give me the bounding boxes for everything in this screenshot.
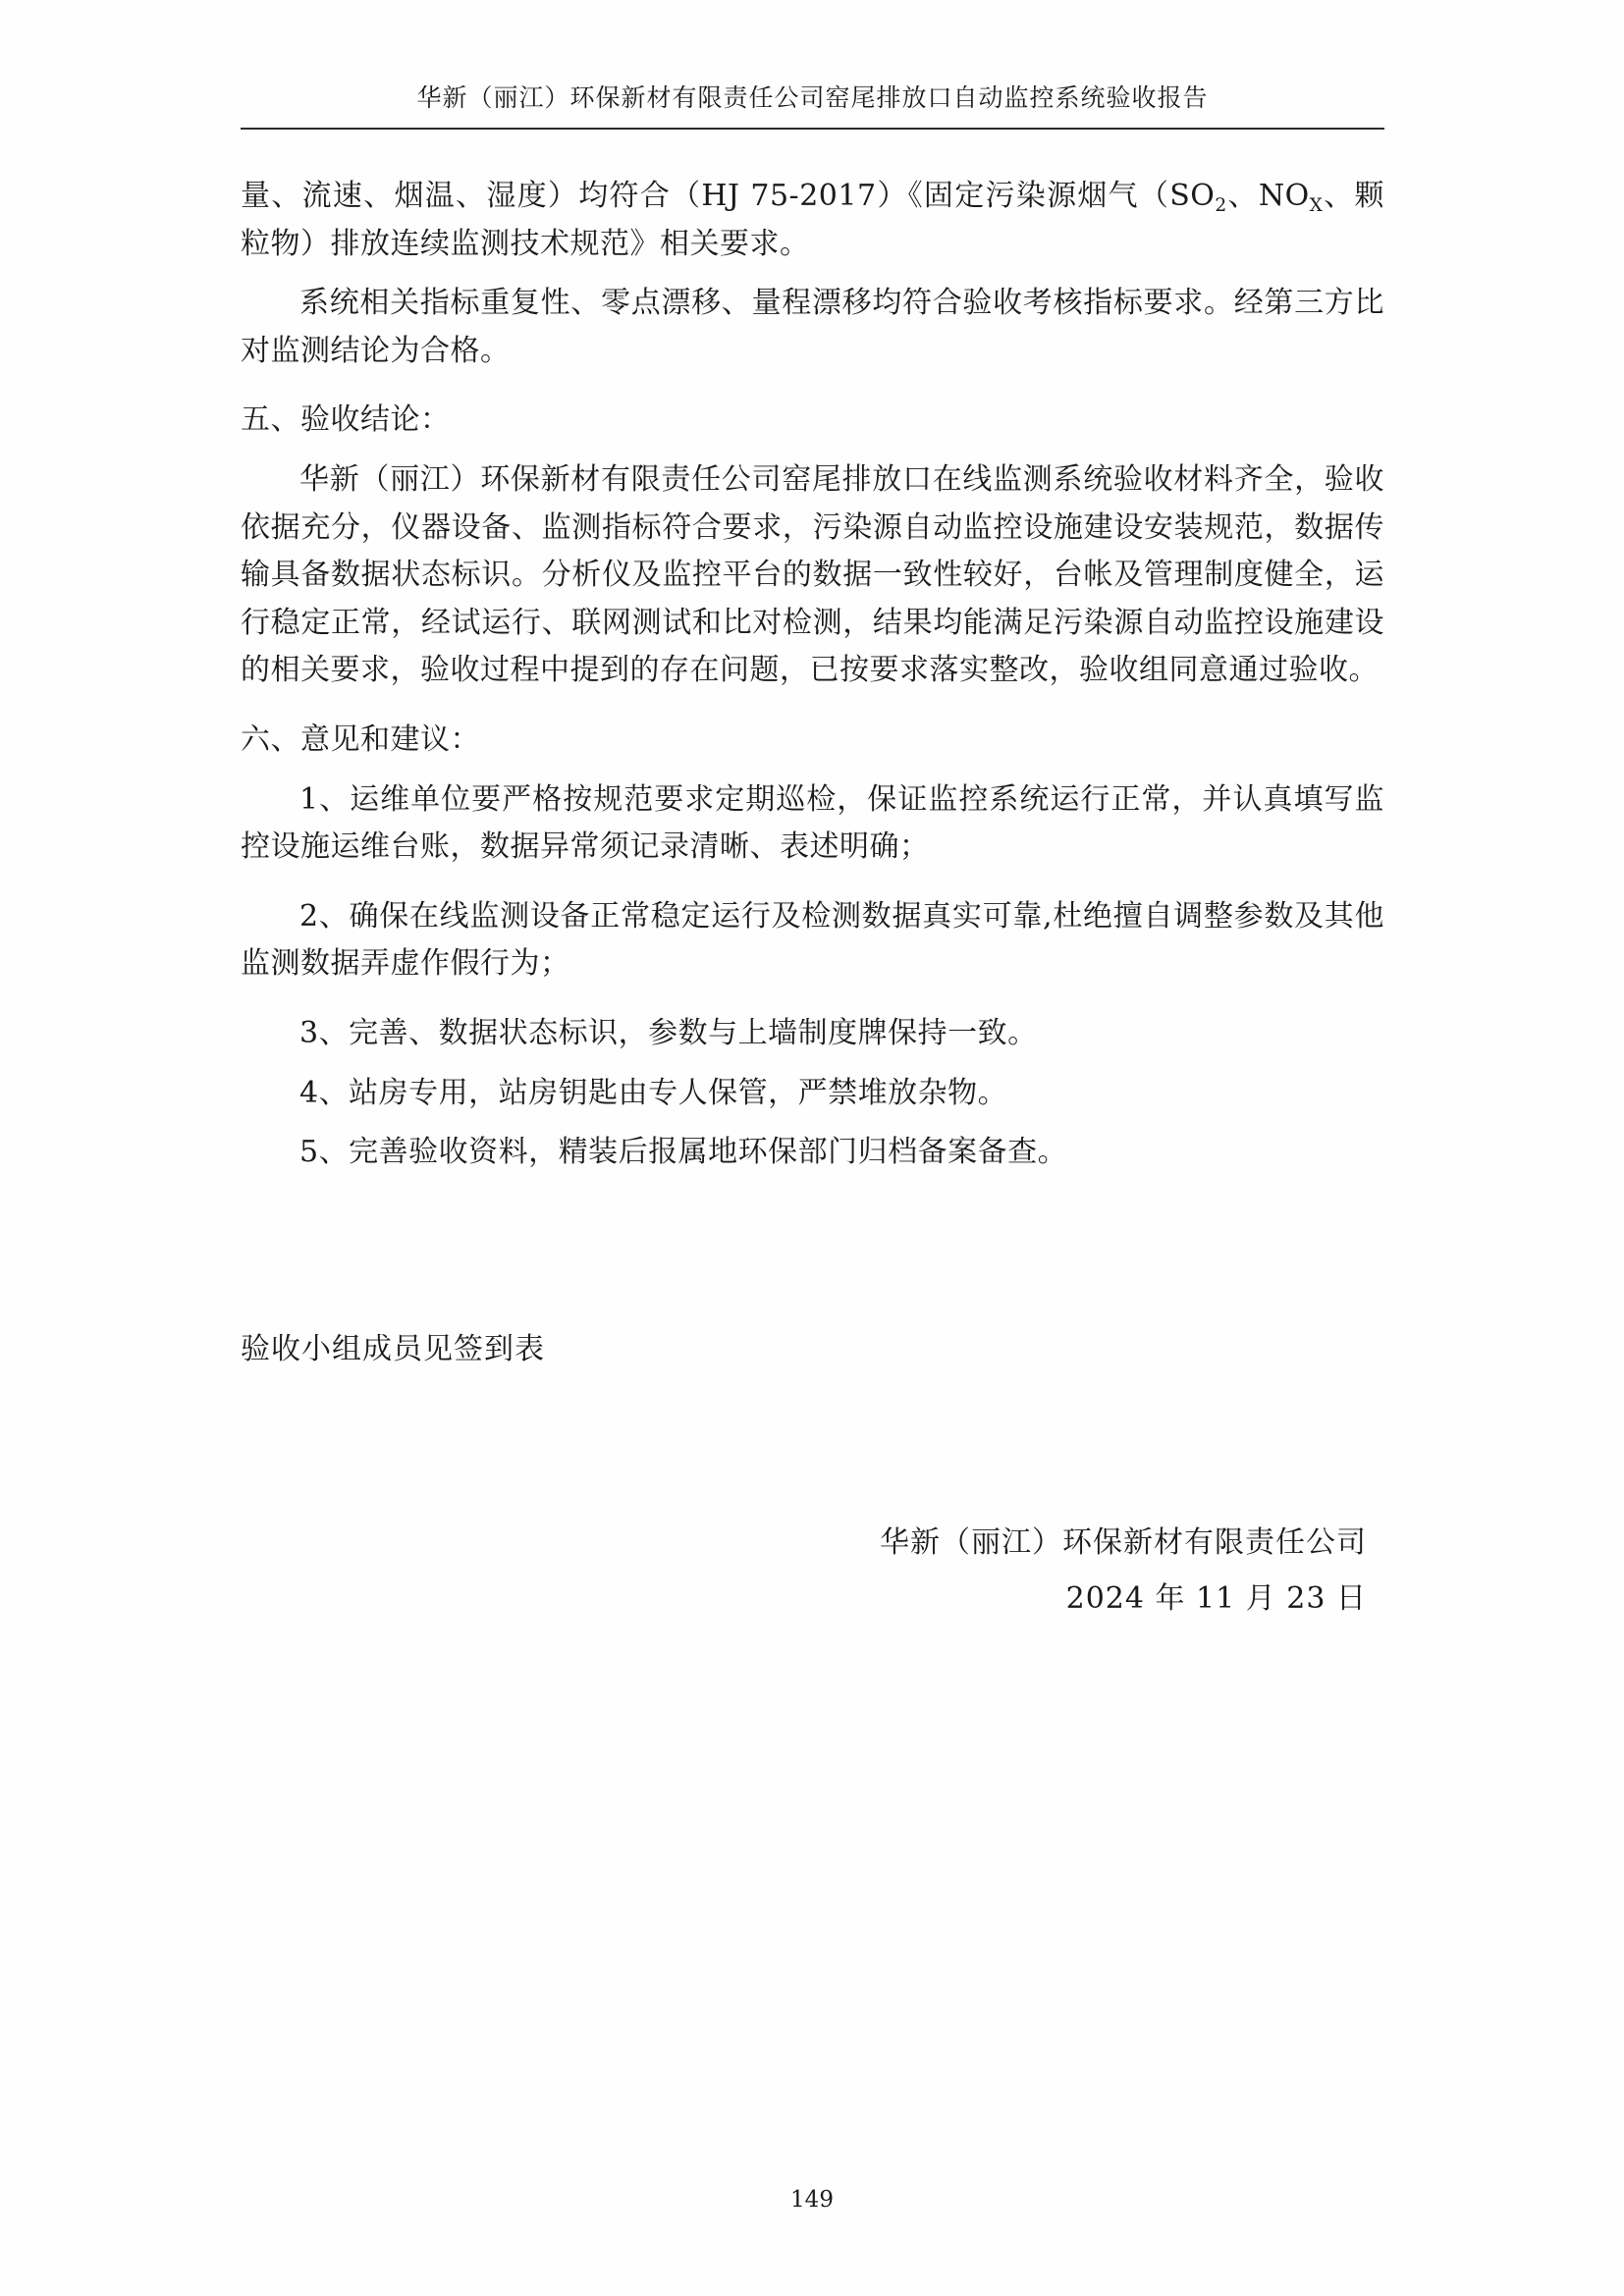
attendance-note: 验收小组成员见签到表 <box>241 1331 545 1366</box>
paragraph-continued-text-mid: 、NO <box>1226 179 1310 213</box>
suggestion-item-2: 2、确保在线监测设备正常稳定运行及检测数据真实可靠,杜绝擅自调整参数及其他监测数据弄虚作假行为； <box>241 898 1384 982</box>
section-6-title: 六、意见和建议： <box>241 721 480 757</box>
page-header-title: 华新（丽江）环保新材有限责任公司窑尾排放口自动监控系统验收报告 <box>241 79 1384 130</box>
paragraph-indicators: 系统相关指标重复性、零点漂移、量程漂移均符合验收考核指标要求。经第三方比对监测结论为合格。 <box>241 286 1384 368</box>
signature-block <box>241 1515 1384 1627</box>
section-5-body: 华新（丽江）环保新材有限责任公司窑尾排放口在线监测系统验收材料齐全，验收依据充分，仪器设备、监测指标符合要求，污染源自动监控设施建设安装规范，数据传输具备数据状态标识。分析仪及监控平台的数据一致性较好，台帐及管理制度健全，运行稳定正常，经试运行、联网测试和比对检测，结果均能满足污染源自动监控设施建设的相关要求，验收过程中提到的存在问题，已按要求落实整改，验收组同意通过验收。 <box>241 461 1384 688</box>
suggestion-item-4: 4、站房专用，站房钥匙由专人保管，严禁堆放杂物。 <box>299 1075 1008 1110</box>
signature-company: 华新（丽江）环保新材有限责任公司 <box>880 1524 1367 1560</box>
suggestion-item-1: 1、运维单位要严格按规范要求定期巡检，保证监控系统运行正常，并认真填写监控设施运维台账，数据异常须记录清晰、表述明确； <box>241 781 1384 865</box>
paragraph-continued-text-end: 、颗粒物）排放连续监测技术规范》相关要求。 <box>241 179 1385 261</box>
section-5-title: 五、验收结论： <box>241 402 451 438</box>
nox-subscript: X <box>1309 195 1324 216</box>
page-content <box>241 79 1384 1627</box>
page-number: 149 <box>790 2187 834 2213</box>
suggestion-item-5: 5、完善验收资料，精装后报属地环保部门归档备案备查。 <box>299 1135 1068 1170</box>
suggestion-item-3: 3、完善、数据状态标识，参数与上墙制度牌保持一致。 <box>299 1015 1038 1050</box>
paragraph-continued <box>241 173 1384 268</box>
signature-date: 2024 年 11 月 23 日 <box>1065 1580 1367 1616</box>
paragraph-continued-text-1: 量、流速、烟温、湿度）均符合（HJ 75-2017）《固定污染源烟气（SO <box>241 179 1216 213</box>
so2-subscript: 2 <box>1215 195 1227 216</box>
document-body <box>241 173 1384 1627</box>
